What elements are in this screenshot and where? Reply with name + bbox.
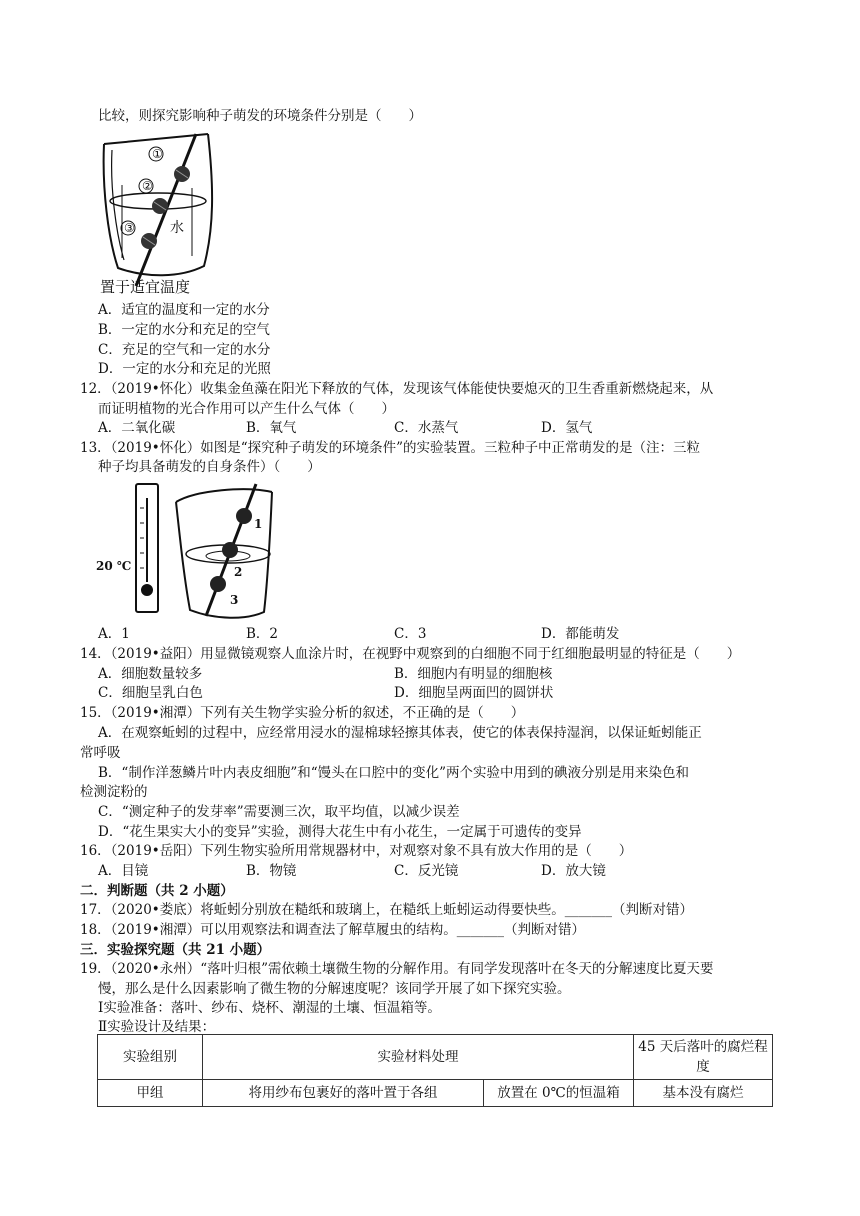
q11-option-b: B．一定的水分和充足的空气 (98, 322, 270, 338)
q12-line1: 12．（2019•怀化）收集金鱼藻在阳光下释放的气体，发现该气体能使快要熄灭的卫生香重新燃烧起来，从 (80, 381, 714, 397)
q11-marker-3: ③ (124, 221, 135, 235)
q13-line2: 种子均具备萌发的自身条件）（ ） (98, 459, 321, 475)
q12-option-a: A．二氧化碳 (98, 420, 176, 436)
q19-design: Ⅱ实验设计及结果： (98, 1019, 216, 1035)
q14-option-a: A．细胞数量较多 (98, 666, 203, 682)
q11-figure-caption: 置于适宜温度 (100, 278, 191, 296)
q11-water-label: 水 (170, 220, 184, 236)
q11-beaker-figure (96, 128, 226, 296)
header-result: 45 天后落叶的腐烂程度 (634, 1035, 773, 1080)
q13-marker-2: 2 (234, 565, 243, 579)
q14-options-row1 (0, 662, 860, 682)
q18-text: 18．（2019•湘潭）可以用观察法和调查法了解草履虫的结构。_______（判断对错） (80, 922, 585, 938)
header-material: 实验材料处理 (203, 1035, 634, 1080)
q15-option-d: D．“花生果实大小的变异”实验，测得大花生中有小花生，一定属于可遗传的变异 (98, 824, 582, 840)
q12-option-b: B．氧气 (246, 420, 297, 436)
q11-stem-tail: 比较，则探究影响种子萌发的环境条件分别是（ ） (98, 108, 422, 124)
q15-option-a-line1: A．在观察蚯蚓的过程中，应经常用浸水的湿棉球轻擦其体表，使它的体表保持湿润，以保证蚯蚓能正 (98, 725, 702, 741)
section3-title: 三．实验探究题（共 21 小题） (80, 942, 271, 958)
q13-option-d: D．都能萌发 (541, 626, 620, 642)
table-header-row (98, 1035, 773, 1080)
section2-title: 二．判断题（共 2 小题） (80, 883, 234, 899)
table-row (98, 1080, 773, 1107)
q13-option-c: C．3 (394, 626, 427, 642)
cell-temperature: 放置在 0℃的恒温箱 (483, 1080, 633, 1107)
q13-option-a: A．1 (98, 626, 130, 642)
q19-line1: 19．（2020•永州）“落叶归根”需依赖土壤微生物的分解作用。有同学发现落叶在冬天的分解速度比夏天要 (80, 961, 714, 977)
q16-option-d: D．放大镜 (541, 863, 606, 879)
q13-thermometer-reading: 20 ℃ (96, 559, 132, 573)
q11-option-d: D．一定的水分和充足的光照 (98, 361, 271, 377)
q13-options (0, 622, 860, 642)
header-group: 实验组别 (98, 1035, 203, 1080)
q13-option-b: B．2 (246, 626, 279, 642)
q13-marker-1: 1 (254, 517, 263, 531)
q14-line1: 14．（2019•益阳）用显微镜观察人血涂片时，在视野中观察到的白细胞不同于红细胞最明显的特征是（ ） (80, 646, 741, 662)
q11-option-a: A．适宜的温度和一定的水分 (98, 302, 270, 318)
q14-options-row2 (0, 681, 860, 701)
q16-option-c: C．反光镜 (394, 863, 459, 879)
q15-option-c: C．“测定种子的发芽率”需要测三次，取平均值，以减少误差 (98, 804, 460, 820)
q12-line2: 而证明植物的光合作用可以产生什么气体（ ） (98, 401, 395, 417)
q16-option-a: A．目镜 (98, 863, 149, 879)
cell-material: 将用纱布包裹好的落叶置于各组 (203, 1080, 484, 1107)
q12-options (0, 416, 860, 436)
q12-option-c: C．水蒸气 (394, 420, 459, 436)
q14-option-c: C．细胞呈乳白色 (98, 685, 203, 701)
q19-line2: 慢，那么是什么因素影响了微生物的分解速度呢？该同学开展了如下探究实验。 (98, 981, 571, 997)
q12-option-d: D．氢气 (541, 420, 593, 436)
q19-prep: Ⅰ实验准备：落叶、纱布、烧杯、潮湿的土壤、恒温箱等。 (98, 1000, 441, 1016)
cell-result: 基本没有腐烂 (634, 1080, 773, 1107)
q11-marker-1: ① (152, 147, 163, 161)
q15-line1: 15．（2019•湘潭）下列有关生物学实验分析的叙述，不正确的是（ ） (80, 705, 525, 721)
q15-option-a-line2: 常呼吸 (80, 745, 121, 761)
q11-option-c: C．充足的空气和一定的水分 (98, 342, 271, 358)
q16-options (0, 859, 860, 879)
q14-option-b: B．细胞内有明显的细胞核 (394, 666, 553, 682)
q14-option-d: D．细胞呈两面凹的圆饼状 (394, 685, 554, 701)
cell-group: 甲组 (98, 1080, 203, 1107)
q13-marker-3: 3 (230, 593, 239, 607)
q15-option-b-line2: 检测淀粉的 (80, 784, 148, 800)
q13-apparatus-figure (96, 478, 286, 620)
q16-line1: 16．（2019•岳阳）下列生物实验所用常规器材中，对观察对象不具有放大作用的是（ ） (80, 843, 633, 859)
q13-line1: 13．（2019•怀化）如图是“探究种子萌发的环境条件”的实验装置。三粒种子中正常萌发的是（注：三粒 (80, 440, 701, 456)
q11-marker-2: ② (142, 179, 153, 193)
q15-option-b-line1: B．“制作洋葱鳞片叶内表皮细胞”和“馒头在口腔中的变化”两个实验中用到的碘液分别是用来染色和 (98, 765, 690, 781)
experiment-table (97, 1034, 773, 1107)
q17-text: 17．（2020•娄底）将蚯蚓分别放在糙纸和玻璃上，在糙纸上蚯蚓运动得要快些。_______（判断对错） (80, 902, 693, 918)
q16-option-b: B．物镜 (246, 863, 297, 879)
